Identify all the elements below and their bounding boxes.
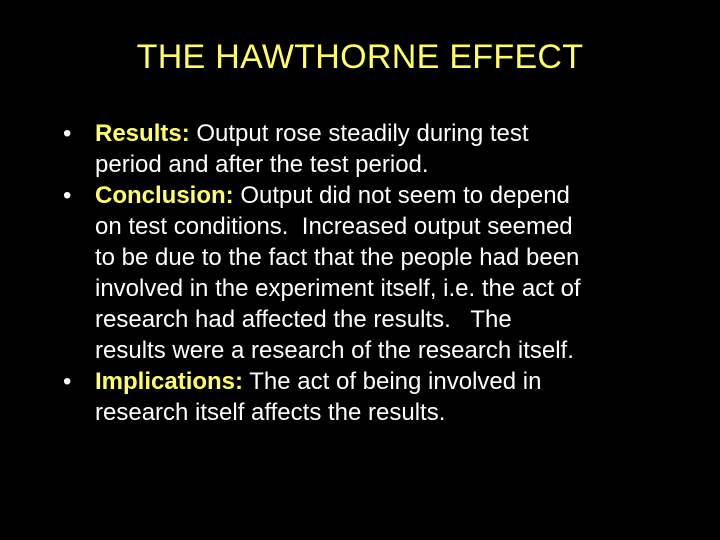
bullet-implications [63,366,673,428]
bullet-line: involved in the experiment itself, i.e. the act of [95,275,581,302]
slide-title: THE HAWTHORNE EFFECT [136,38,584,76]
bullet-line: on test conditions. Increased output seemed [95,213,573,240]
bullet-marker: • [63,368,72,395]
bullet-marker: • [63,120,72,147]
bullet-text: Output did not seem to depend [233,182,570,209]
bullet-list [63,118,673,428]
bullet-keyword: Conclusion: [95,182,234,209]
bullet-line: research itself affects the results. [95,399,446,426]
bullet-line: period and after the test period. [95,151,429,178]
bullet-line [95,366,673,397]
bullet-line [95,180,673,211]
bullet-line: results were a research of the research itself. [95,337,574,364]
bullet-marker: • [63,182,72,209]
bullet-line: research had affected the results. The [95,306,512,333]
bullet-keyword: Implications: [95,368,244,395]
bullet-text: The act of being involved in [243,368,542,395]
bullet-text: Output rose steadily during test [189,120,529,147]
bullet-line [95,118,673,149]
bullet-line: to be due to the fact that the people had been [95,244,580,271]
bullet-keyword: Results: [95,120,190,147]
bullet-conclusion [63,180,673,366]
bullet-results [63,118,673,180]
